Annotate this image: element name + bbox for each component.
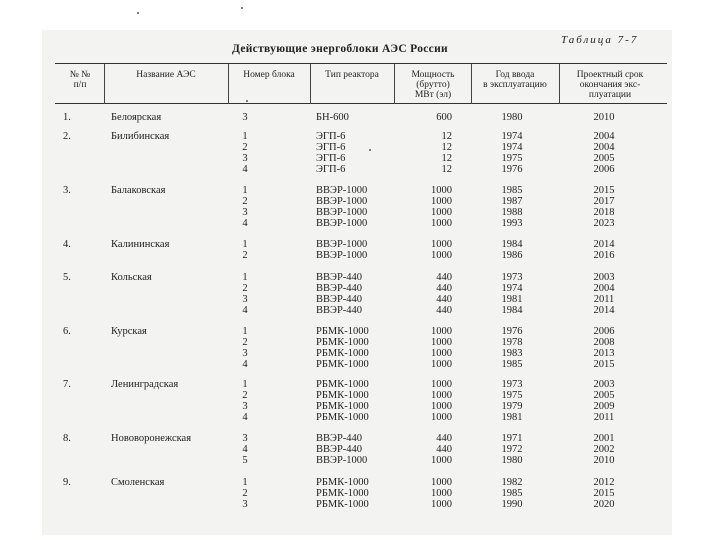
header-divider xyxy=(104,64,105,104)
table-title: Действующие энергоблоки АЭС России xyxy=(232,43,448,55)
power-value: 1000 xyxy=(431,250,452,261)
station-number: 7. xyxy=(63,379,71,390)
unit-number: 1 xyxy=(242,272,248,283)
power-value: 1000 xyxy=(431,196,452,207)
unit-number: 4 xyxy=(242,412,248,423)
end-year: 2013 xyxy=(593,348,615,359)
station-number: 6. xyxy=(63,326,71,337)
end-year: 2005 xyxy=(593,390,615,401)
station-number: 3. xyxy=(63,185,71,196)
unit-number: 2 xyxy=(242,250,248,261)
header-bottom-rule xyxy=(55,103,667,104)
unit-number: 4 xyxy=(242,444,248,455)
end-year: 2004 xyxy=(593,283,615,294)
commission-year: 1976 xyxy=(501,326,523,337)
station-name: Нововоронежская xyxy=(111,433,192,444)
commission-year: 1988 xyxy=(501,207,523,218)
reactor-type: РБМК-1000 xyxy=(316,477,369,488)
reactor-type: РБМК-1000 xyxy=(316,348,369,359)
unit-number: 2 xyxy=(242,196,248,207)
power-value: 1000 xyxy=(431,207,452,218)
unit-number: 3 xyxy=(242,153,248,164)
commission-year: 1984 xyxy=(501,305,523,316)
reactor-type: ВВЭР-1000 xyxy=(316,239,368,250)
reactor-type: ВВЭР-440 xyxy=(316,305,363,316)
end-year: 2010 xyxy=(593,455,615,466)
power-value: 440 xyxy=(436,305,452,316)
power-value: 440 xyxy=(436,283,452,294)
reactor-type: ВВЭР-440 xyxy=(316,272,363,283)
reactor-type: РБМК-1000 xyxy=(316,379,369,390)
commission-year: 1974 xyxy=(501,131,523,142)
unit-number: 3 xyxy=(242,294,248,305)
end-year: 2023 xyxy=(593,218,615,229)
reactor-type: ВВЭР-440 xyxy=(316,283,363,294)
end-year: 2015 xyxy=(593,185,615,196)
station-number: 1. xyxy=(63,112,71,123)
scan-speck xyxy=(137,12,139,14)
scan-speck xyxy=(369,149,371,151)
reactor-type: ЭГП-6 xyxy=(316,142,346,153)
station-name: Балаковская xyxy=(111,185,166,196)
station-name: Ленинградская xyxy=(111,379,179,390)
station-name: Смоленская xyxy=(111,477,165,488)
end-year: 2020 xyxy=(593,499,615,510)
reactor-type: РБМК-1000 xyxy=(316,337,369,348)
power-value: 440 xyxy=(436,433,452,444)
reactor-type: ВВЭР-1000 xyxy=(316,196,368,207)
unit-number: 4 xyxy=(242,164,248,175)
station-name: Кольская xyxy=(111,272,152,283)
unit-number: 2 xyxy=(242,142,248,153)
power-value: 12 xyxy=(441,153,452,164)
end-year: 2010 xyxy=(593,112,615,123)
station-name: Белоярская xyxy=(111,112,162,123)
header-power: Мощность (брутто) МВт (эл) xyxy=(411,70,455,100)
unit-number: 3 xyxy=(242,112,248,123)
header-end: Проектный срок окончания экс- плуатации xyxy=(576,70,644,100)
unit-number: 1 xyxy=(242,326,248,337)
end-year: 2011 xyxy=(593,412,615,423)
unit-number: 3 xyxy=(242,433,248,444)
header-year: Год ввода в эксплуатацию xyxy=(483,70,547,90)
unit-number: 1 xyxy=(242,185,248,196)
station-name: Калининская xyxy=(111,239,170,250)
reactor-type: РБМК-1000 xyxy=(316,499,369,510)
commission-year: 1985 xyxy=(501,488,523,499)
unit-number: 2 xyxy=(242,390,248,401)
station-number: 4. xyxy=(63,239,71,250)
end-year: 2015 xyxy=(593,488,615,499)
scan-speck xyxy=(246,100,248,102)
commission-year: 1971 xyxy=(501,433,523,444)
power-value: 440 xyxy=(436,294,452,305)
commission-year: 1983 xyxy=(501,348,523,359)
header-type: Тип реактора xyxy=(325,70,379,80)
end-year: 2009 xyxy=(593,401,615,412)
end-year: 2008 xyxy=(593,337,615,348)
power-value: 1000 xyxy=(431,401,452,412)
end-year: 2003 xyxy=(593,379,615,390)
unit-number: 1 xyxy=(242,379,248,390)
header-top-rule xyxy=(55,63,667,64)
reactor-type: РБМК-1000 xyxy=(316,412,369,423)
unit-number: 2 xyxy=(242,283,248,294)
commission-year: 1973 xyxy=(501,272,523,283)
header-divider xyxy=(310,64,311,104)
power-value: 1000 xyxy=(431,239,452,250)
reactor-type: ВВЭР-440 xyxy=(316,433,363,444)
reactor-type: ВВЭР-440 xyxy=(316,444,363,455)
commission-year: 1974 xyxy=(501,142,523,153)
station-number: 8. xyxy=(63,433,71,444)
commission-year: 1981 xyxy=(501,294,523,305)
end-year: 2006 xyxy=(593,164,615,175)
commission-year: 1976 xyxy=(501,164,523,175)
unit-number: 2 xyxy=(242,337,248,348)
commission-year: 1990 xyxy=(501,499,523,510)
power-value: 1000 xyxy=(431,337,452,348)
power-value: 1000 xyxy=(431,379,452,390)
power-value: 1000 xyxy=(431,488,452,499)
commission-year: 1979 xyxy=(501,401,523,412)
commission-year: 1987 xyxy=(501,196,523,207)
reactor-type: ВВЭР-1000 xyxy=(316,455,368,466)
station-name: Курская xyxy=(111,326,147,337)
reactor-type: РБМК-1000 xyxy=(316,401,369,412)
reactor-type: ВВЭР-1000 xyxy=(316,207,368,218)
station-number: 9. xyxy=(63,477,71,488)
reactor-type: ВВЭР-1000 xyxy=(316,218,368,229)
end-year: 2002 xyxy=(593,444,615,455)
end-year: 2003 xyxy=(593,272,615,283)
commission-year: 1972 xyxy=(501,444,523,455)
commission-year: 1978 xyxy=(501,337,523,348)
commission-year: 1974 xyxy=(501,283,523,294)
end-year: 2012 xyxy=(593,477,615,488)
unit-number: 1 xyxy=(242,131,248,142)
station-number: 2. xyxy=(63,131,71,142)
commission-year: 1985 xyxy=(501,359,523,370)
unit-number: 3 xyxy=(242,207,248,218)
power-value: 12 xyxy=(441,164,452,175)
reactor-type: ВВЭР-440 xyxy=(316,294,363,305)
end-year: 2015 xyxy=(593,359,615,370)
commission-year: 1980 xyxy=(501,455,523,466)
unit-number: 2 xyxy=(242,488,248,499)
header-num: № № п/п xyxy=(69,70,91,90)
end-year: 2016 xyxy=(593,250,615,261)
end-year: 2004 xyxy=(593,142,615,153)
power-value: 1000 xyxy=(431,326,452,337)
unit-number: 1 xyxy=(242,477,248,488)
power-value: 1000 xyxy=(431,348,452,359)
end-year: 2011 xyxy=(593,294,615,305)
power-value: 1000 xyxy=(431,499,452,510)
end-year: 2004 xyxy=(593,131,615,142)
power-value: 12 xyxy=(441,142,452,153)
end-year: 2006 xyxy=(593,326,615,337)
power-value: 1000 xyxy=(431,477,452,488)
header-divider xyxy=(471,64,472,104)
end-year: 2014 xyxy=(593,239,615,250)
header-unit: Номер блока xyxy=(243,70,295,80)
end-year: 2017 xyxy=(593,196,615,207)
commission-year: 1975 xyxy=(501,390,523,401)
reactor-type: РБМК-1000 xyxy=(316,326,369,337)
reactor-type: РБМК-1000 xyxy=(316,390,369,401)
reactor-type: ЭГП-6 xyxy=(316,164,346,175)
power-value: 1000 xyxy=(431,359,452,370)
end-year: 2014 xyxy=(593,305,615,316)
reactor-type: ВВЭР-1000 xyxy=(316,185,368,196)
table-label: Таблица 7-7 xyxy=(561,34,639,46)
station-name: Билибинская xyxy=(111,131,170,142)
unit-number: 3 xyxy=(242,348,248,359)
reactor-type: ЭГП-6 xyxy=(316,153,346,164)
reactor-type: РБМК-1000 xyxy=(316,359,369,370)
reactor-type: БН-600 xyxy=(316,112,349,123)
commission-year: 1993 xyxy=(501,218,523,229)
commission-year: 1973 xyxy=(501,379,523,390)
power-value: 1000 xyxy=(431,218,452,229)
unit-number: 3 xyxy=(242,401,248,412)
header-name: Название АЭС xyxy=(136,70,196,80)
power-value: 440 xyxy=(436,272,452,283)
unit-number: 4 xyxy=(242,359,248,370)
power-value: 1000 xyxy=(431,390,452,401)
scan-speck xyxy=(241,7,243,9)
station-number: 5. xyxy=(63,272,71,283)
reactor-type: ЭГП-6 xyxy=(316,131,346,142)
unit-number: 4 xyxy=(242,218,248,229)
power-value: 1000 xyxy=(431,455,452,466)
reactor-type: РБМК-1000 xyxy=(316,488,369,499)
unit-number: 5 xyxy=(242,455,248,466)
header-divider xyxy=(228,64,229,104)
power-value: 600 xyxy=(436,112,452,123)
commission-year: 1984 xyxy=(501,239,523,250)
commission-year: 1986 xyxy=(501,250,523,261)
commission-year: 1982 xyxy=(501,477,523,488)
commission-year: 1985 xyxy=(501,185,523,196)
unit-number: 3 xyxy=(242,499,248,510)
power-value: 12 xyxy=(441,131,452,142)
reactor-type: ВВЭР-1000 xyxy=(316,250,368,261)
power-value: 1000 xyxy=(431,185,452,196)
unit-number: 4 xyxy=(242,305,248,316)
end-year: 2001 xyxy=(593,433,615,444)
power-value: 440 xyxy=(436,444,452,455)
unit-number: 1 xyxy=(242,239,248,250)
commission-year: 1975 xyxy=(501,153,523,164)
commission-year: 1981 xyxy=(501,412,523,423)
power-value: 1000 xyxy=(431,412,452,423)
commission-year: 1980 xyxy=(501,112,523,123)
header-divider xyxy=(394,64,395,104)
end-year: 2005 xyxy=(593,153,615,164)
end-year: 2018 xyxy=(593,207,615,218)
